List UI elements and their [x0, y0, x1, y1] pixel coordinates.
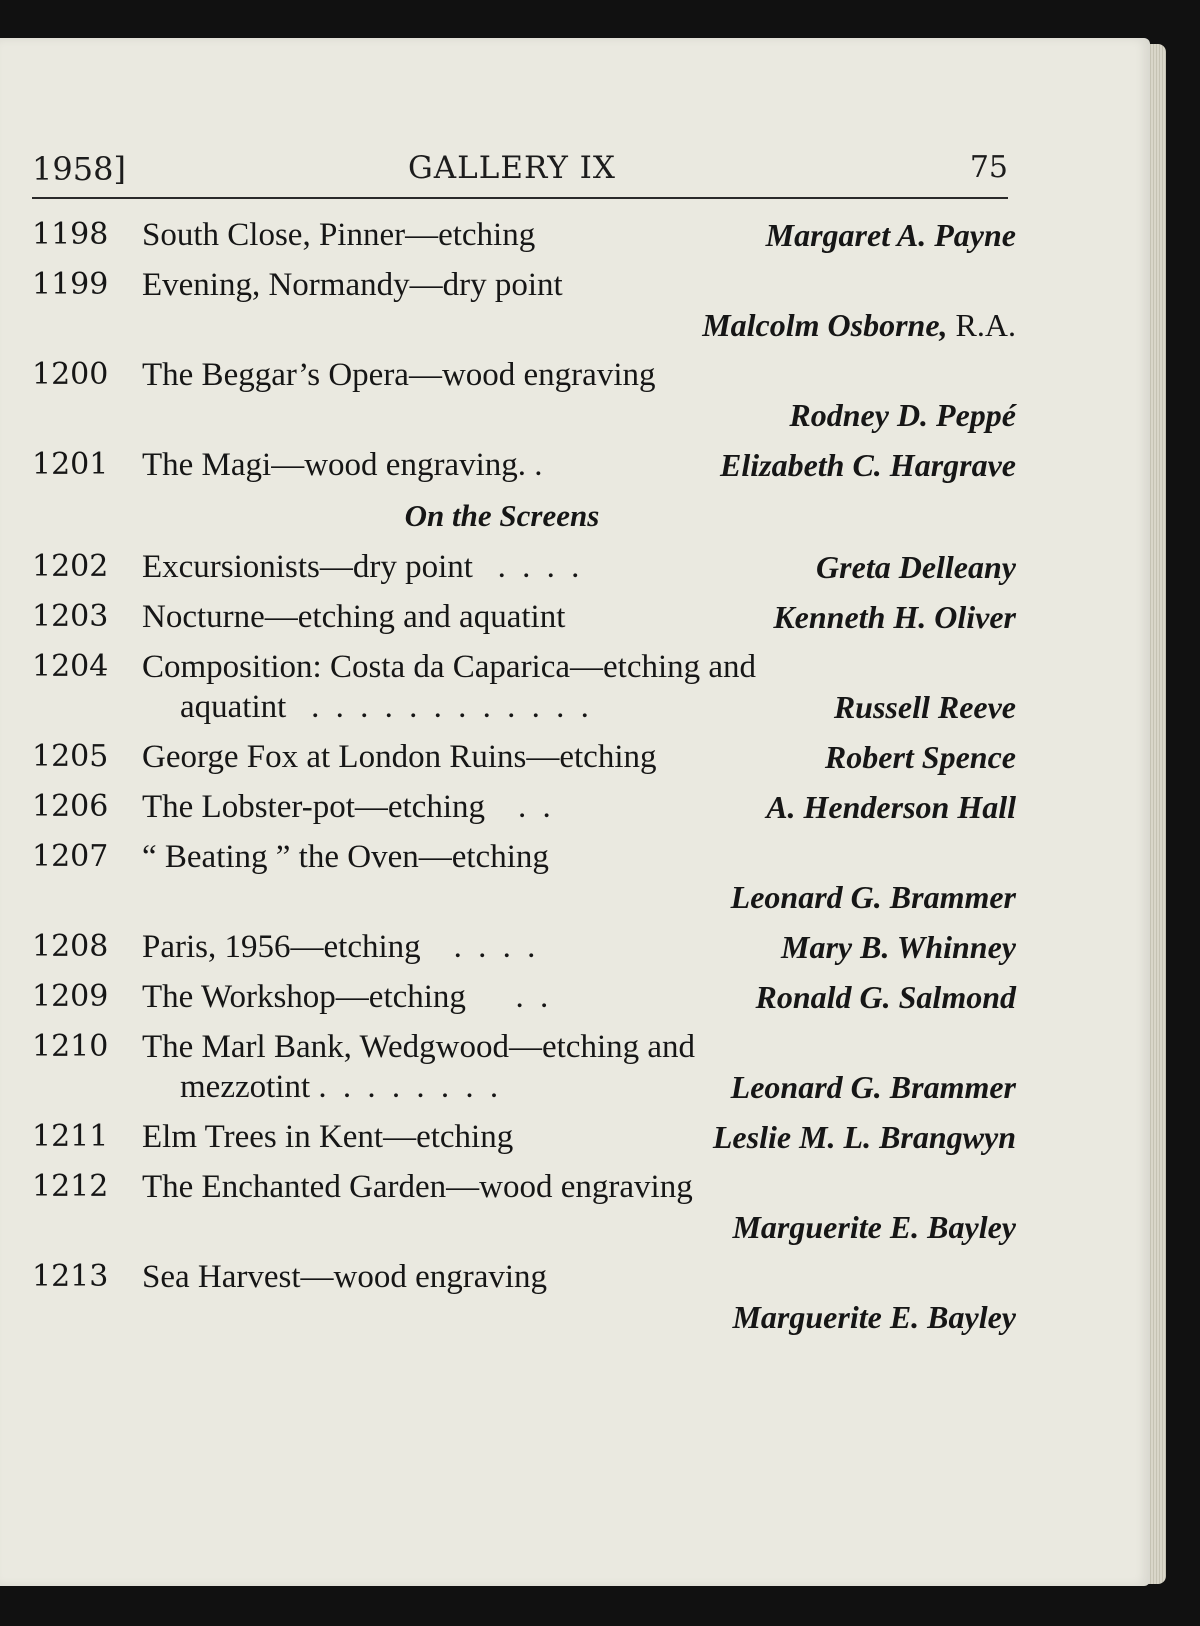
- title-continuation: mezzotint: [180, 1069, 311, 1105]
- entry-artist: Leslie M. L. Brangwyn: [712, 1119, 1016, 1155]
- entry-title-continued: [180, 687, 593, 727]
- entry-title: South Close, Pinner—etching: [142, 217, 536, 253]
- entry-title: [142, 927, 539, 967]
- leader-dots: . . . .: [453, 929, 540, 965]
- catalogue-entry: [32, 977, 1016, 1017]
- entry-number: 1198: [32, 217, 109, 252]
- entry-number: 1209: [32, 979, 109, 1014]
- entry-title: [142, 787, 555, 827]
- entry-artist: Ronald G. Salmond: [755, 979, 1016, 1015]
- entry-artist: Greta Delleany: [816, 549, 1016, 585]
- entry-number: 1210: [32, 1029, 109, 1064]
- header-title: GALLERY IX: [408, 150, 616, 186]
- catalogue-entry: [32, 355, 1016, 435]
- section-heading: On the Screens: [404, 498, 600, 533]
- entry-artist: [702, 305, 1016, 345]
- entry-artist: Elizabeth C. Hargrave: [719, 447, 1016, 483]
- entry-number: 1212: [32, 1169, 109, 1204]
- entry-number: 1200: [32, 357, 109, 392]
- entry-title: The Beggar’s Opera—wood engraving: [142, 357, 656, 393]
- entry-title: George Fox at London Ruins—etching: [142, 739, 657, 775]
- catalogue-entry: [32, 837, 1016, 917]
- entry-title: [142, 977, 552, 1017]
- entry-artist: Marguerite E. Bayley: [732, 1209, 1016, 1245]
- catalogue-entry: [32, 737, 1016, 777]
- entry-artist: Robert Spence: [824, 739, 1016, 775]
- entry-artist: Rodney D. Peppé: [789, 397, 1016, 433]
- catalogue-entry: [32, 647, 1016, 727]
- leader-dots: . .: [518, 789, 555, 825]
- page-edge: [1148, 44, 1166, 1584]
- header-year: 1958]: [32, 150, 126, 188]
- entry-title: The Enchanted Garden—wood engraving: [142, 1169, 693, 1205]
- entry-number: 1202: [32, 549, 109, 584]
- entry-number: 1208: [32, 929, 109, 964]
- entry-title: Elm Trees in Kent—etching: [142, 1119, 514, 1155]
- artist-name: Malcolm Osborne,: [702, 307, 948, 343]
- entry-title: “ Beating ” the Oven—etching: [142, 839, 549, 875]
- entry-artist: Leonard G. Brammer: [730, 879, 1016, 915]
- entry-number: 1204: [32, 649, 109, 684]
- catalogue-entry: [32, 787, 1016, 827]
- artist-honorific: R.A.: [955, 307, 1016, 343]
- entry-artist: Leonard G. Brammer: [730, 1069, 1016, 1105]
- catalogue-entry: [32, 1027, 1016, 1107]
- catalogue-entry: [32, 215, 1016, 255]
- entry-number: 1201: [32, 447, 109, 482]
- leader-dots: . .: [515, 979, 553, 1015]
- catalogue-entry: [32, 597, 1016, 637]
- entry-artist: A. Henderson Hall: [766, 789, 1016, 825]
- leader-dots: . . . .: [497, 549, 584, 585]
- entry-number: 1206: [32, 789, 109, 824]
- entry-title: Evening, Normandy—dry point: [142, 267, 563, 303]
- entry-title: [142, 547, 583, 587]
- entry-number: 1213: [32, 1259, 109, 1294]
- title-text: The Lobster-pot—etching: [142, 789, 485, 825]
- catalogue-entry: [32, 547, 1016, 587]
- entry-number: 1207: [32, 839, 109, 874]
- catalogue-entry: [32, 927, 1016, 967]
- entry-artist: Marguerite E. Bayley: [732, 1299, 1016, 1335]
- catalogue-entry: [32, 1117, 1016, 1157]
- entry-artist: Margaret A. Payne: [765, 217, 1016, 253]
- running-header: [32, 150, 1008, 194]
- entry-title: Sea Harvest—wood engraving: [142, 1259, 548, 1295]
- entry-title: Nocturne—etching and aquatint: [142, 599, 566, 635]
- catalogue-entry: [32, 265, 1016, 345]
- title-text: Excursionists—dry point: [142, 549, 473, 585]
- catalogue-entries: [32, 215, 1016, 1337]
- entry-artist: Mary B. Whinney: [780, 929, 1016, 965]
- entry-artist: Kenneth H. Oliver: [773, 599, 1016, 635]
- leader-dots: . . . . . . . . . . . .: [311, 689, 593, 725]
- header-rule: [32, 197, 1008, 199]
- catalogue-entry: [32, 1167, 1016, 1247]
- entry-number: 1203: [32, 599, 109, 634]
- catalogue-entry: [32, 1257, 1016, 1337]
- entry-number: 1205: [32, 739, 109, 774]
- title-text: Paris, 1956—etching: [142, 929, 421, 965]
- entry-title-continued: [180, 1067, 502, 1107]
- entry-title: The Magi—wood engraving. .: [142, 447, 543, 483]
- entry-number: 1211: [32, 1119, 109, 1154]
- page-number: 75: [969, 150, 1008, 185]
- title-continuation: aquatint: [180, 689, 287, 725]
- leader-dots: . . . . . . . .: [318, 1069, 503, 1105]
- catalogue-entry: [32, 445, 1016, 485]
- entry-artist: Russell Reeve: [833, 689, 1016, 725]
- title-text: The Workshop—etching: [142, 979, 466, 1015]
- entry-title: Composition: Costa da Caparica—etching and: [142, 649, 757, 685]
- entry-title: The Marl Bank, Wedgwood—etching and: [142, 1029, 696, 1065]
- entry-number: 1199: [32, 267, 109, 302]
